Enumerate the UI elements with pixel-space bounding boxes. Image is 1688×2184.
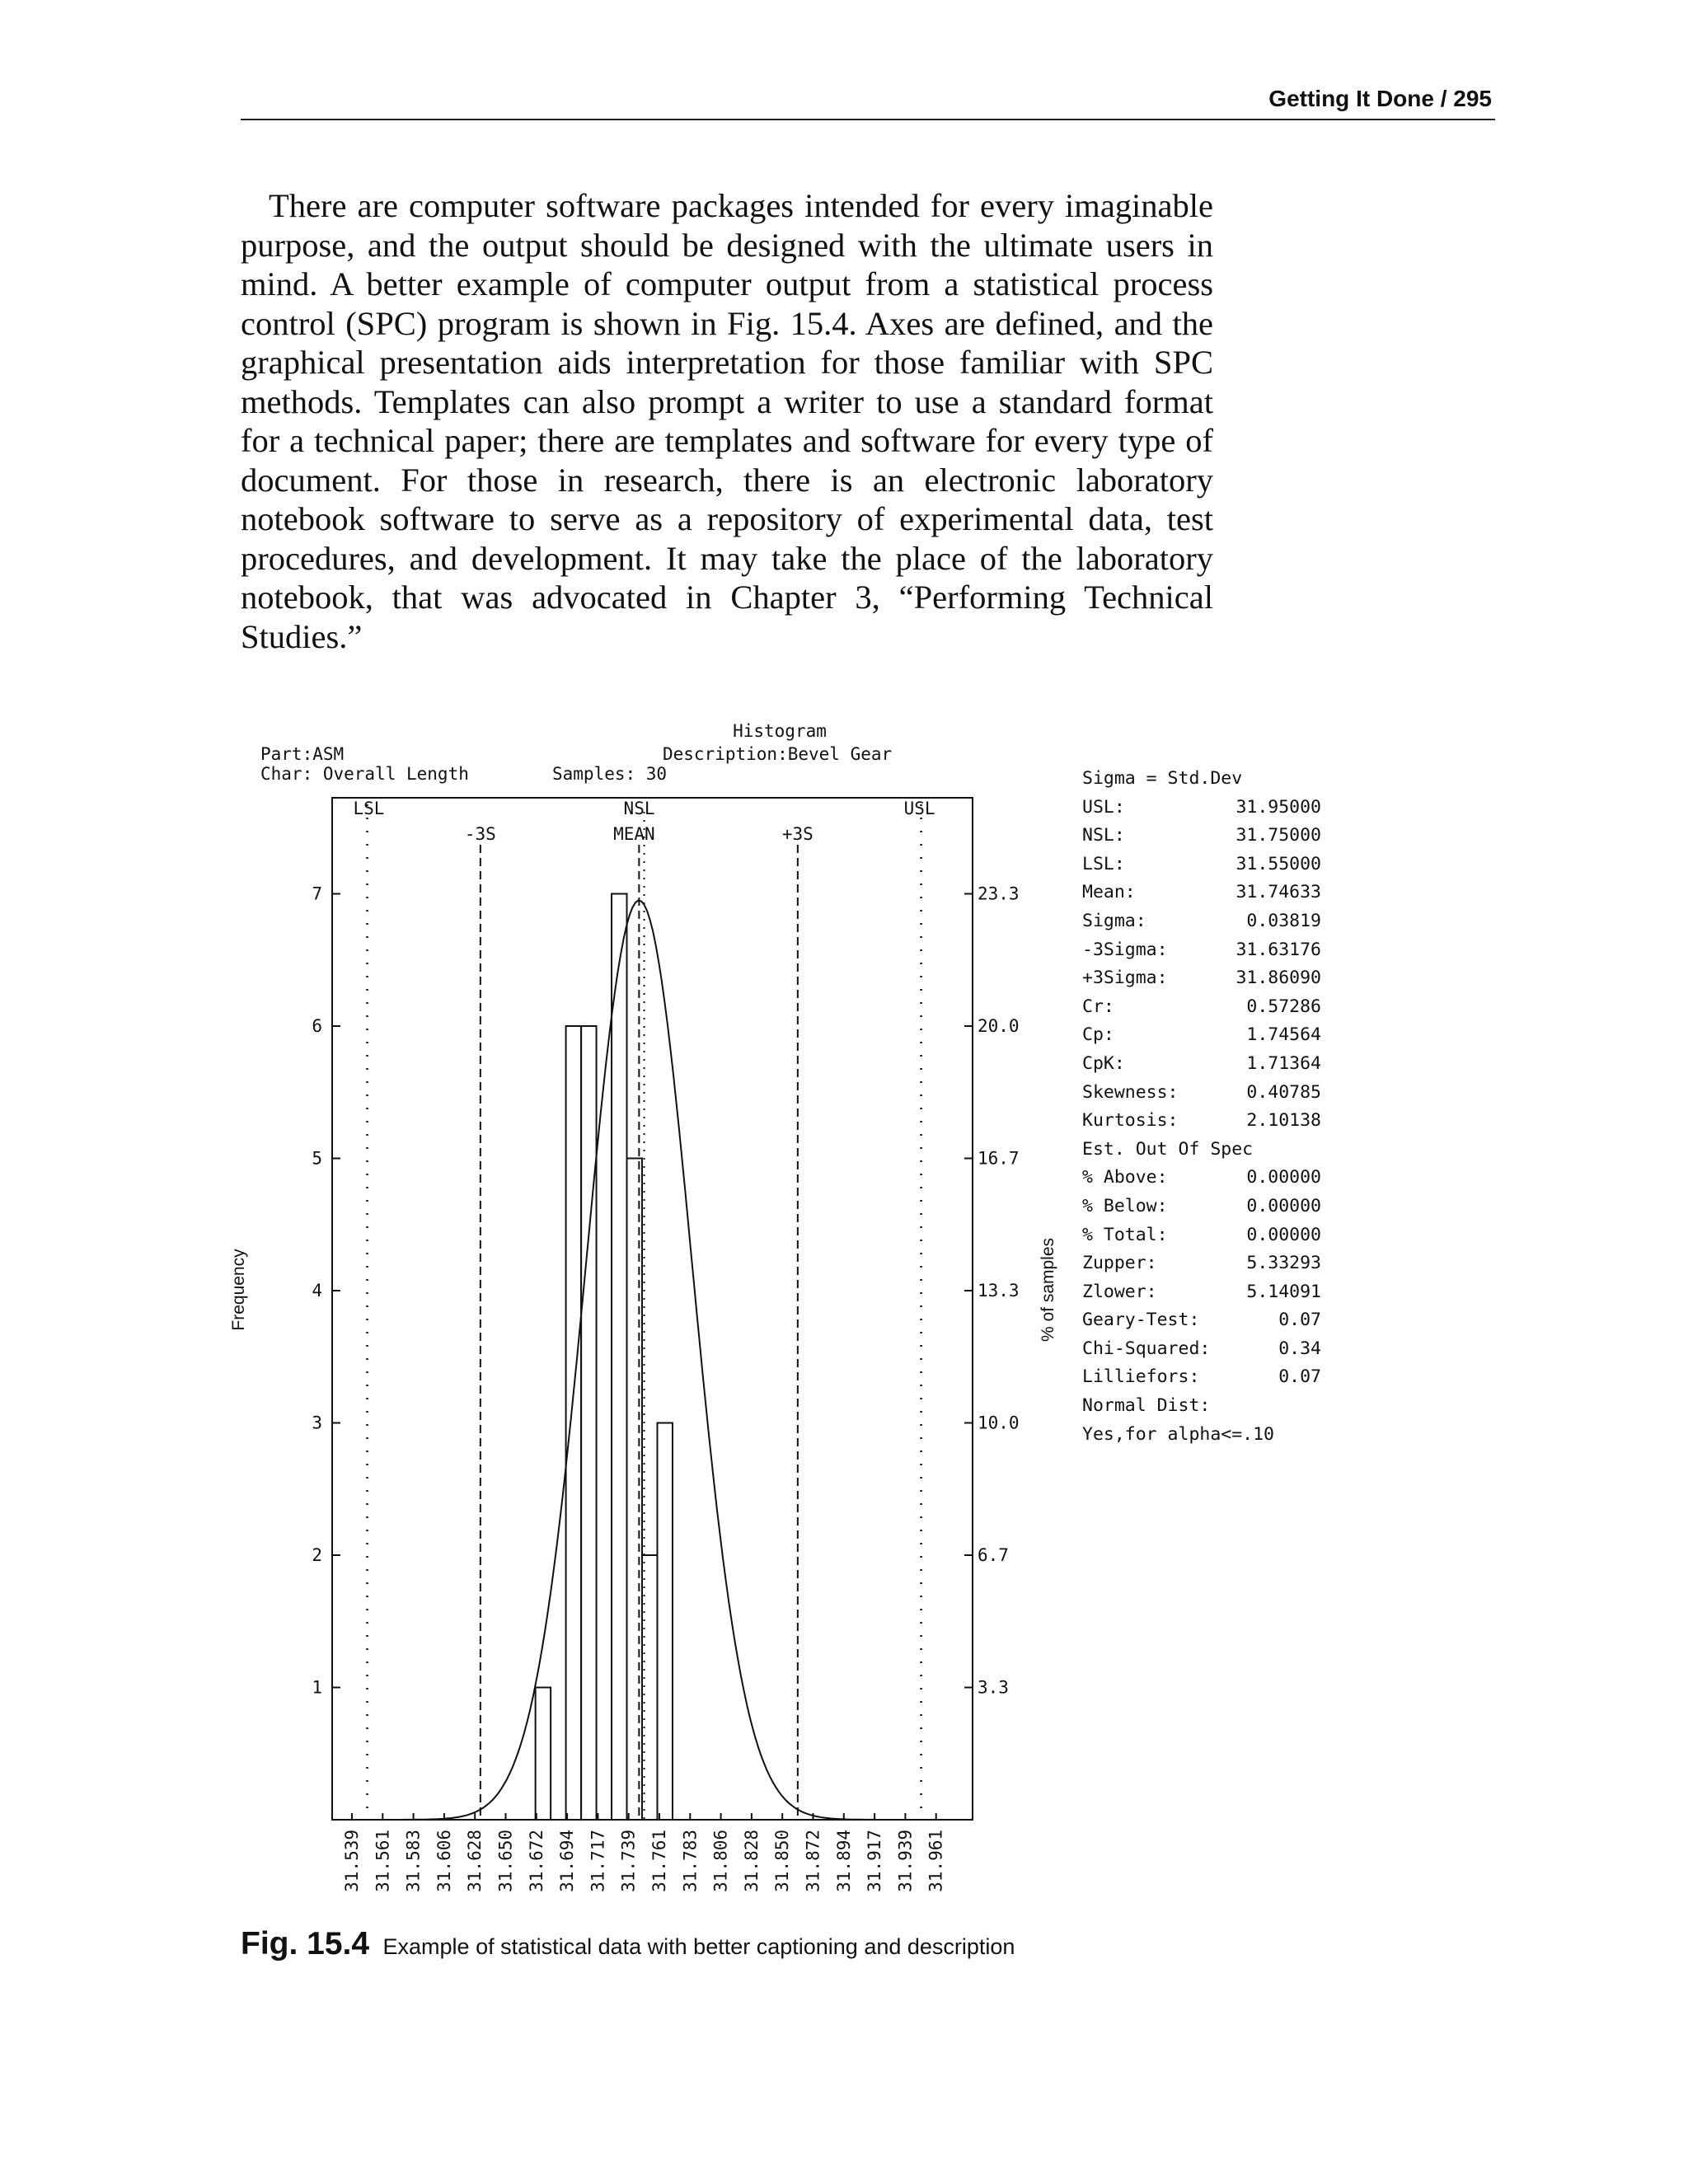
stat-row <box>1082 794 1321 823</box>
x-tick-label: 31.850 <box>772 1830 793 1892</box>
stat-label: Zupper: <box>1082 1253 1157 1274</box>
y2-tick-label: 23.3 <box>978 883 1020 904</box>
stat-value: 0.40785 <box>1246 1081 1321 1103</box>
stat-label: % Below: <box>1082 1195 1168 1216</box>
nsl-label: NSL <box>623 799 655 818</box>
stat-row <box>1082 1249 1321 1278</box>
caption-label: Fig. 15.4 <box>241 1926 370 1961</box>
y-tick-label: 6 <box>312 1016 322 1036</box>
stat-value: 31.74633 <box>1236 882 1321 903</box>
y2-tick-label: 3.3 <box>978 1677 1009 1698</box>
stat-value: 0.00000 <box>1246 1195 1321 1216</box>
stat-label: Lilliefors: <box>1082 1366 1200 1388</box>
x-tick-label: 31.672 <box>526 1830 546 1892</box>
stat-row <box>1082 1306 1321 1335</box>
y-tick-label: 4 <box>312 1281 322 1301</box>
stat-row <box>1082 936 1321 965</box>
y2-tick-label: 20.0 <box>978 1016 1020 1036</box>
stat-row <box>1082 1278 1321 1307</box>
normal-dist-header: Normal Dist: <box>1082 1395 1211 1417</box>
stat-label: CpK: <box>1082 1052 1125 1074</box>
histogram-bar <box>566 1026 581 1820</box>
stat-label: USL: <box>1082 796 1125 818</box>
y-tick-label: 2 <box>312 1545 322 1565</box>
histogram-bar <box>536 1688 551 1821</box>
stat-label: -3Sigma: <box>1082 939 1168 960</box>
lsl-label: LSL <box>353 799 385 818</box>
histogram-bar <box>581 1026 596 1820</box>
x-tick-label: 31.806 <box>710 1830 731 1892</box>
y2-tick-label: 13.3 <box>978 1281 1020 1301</box>
x-tick-label: 31.939 <box>895 1830 916 1892</box>
figure-caption <box>241 1926 1395 1962</box>
normal-curve <box>352 901 936 1820</box>
part-label: Part:ASM <box>260 744 345 764</box>
stat-value: 0.00000 <box>1246 1224 1321 1245</box>
x-tick-label: 31.628 <box>465 1830 485 1892</box>
stat-value: 31.86090 <box>1236 968 1321 989</box>
stat-row <box>1082 993 1321 1022</box>
stat-row <box>1082 1363 1321 1392</box>
stat-label: Sigma: <box>1082 910 1146 931</box>
stat-row <box>1082 1193 1321 1221</box>
x-tick-label: 31.872 <box>803 1830 823 1892</box>
stat-label: % Above: <box>1082 1167 1168 1188</box>
histogram-bar <box>657 1423 672 1821</box>
stat-value: 5.33293 <box>1246 1253 1321 1274</box>
stat-label: Geary-Test: <box>1082 1310 1200 1331</box>
stat-row <box>1082 1050 1321 1079</box>
y-axis-ticks <box>312 884 340 1698</box>
x-tick-label: 31.894 <box>833 1830 854 1892</box>
stat-label: % Total: <box>1082 1224 1168 1245</box>
stat-value: 0.00000 <box>1246 1167 1321 1188</box>
stats-rows <box>1082 794 1321 1136</box>
y-tick-label: 3 <box>312 1413 322 1433</box>
stat-row <box>1082 964 1321 993</box>
x-tick-label: 31.694 <box>557 1830 578 1892</box>
y2-tick-label: 6.7 <box>978 1545 1009 1565</box>
stat-row <box>1082 1107 1321 1136</box>
x-tick-label: 31.783 <box>680 1830 701 1892</box>
stats-panel <box>1082 765 1321 1449</box>
plot-frame <box>332 798 973 1820</box>
x-axis-ticks <box>342 1813 946 1892</box>
page-number-header: Getting It Done / 295 <box>1268 86 1492 111</box>
y-tick-label: 5 <box>312 1148 322 1169</box>
minus-3s-label: -3S <box>464 824 496 844</box>
out-of-spec-rows <box>1082 1164 1321 1392</box>
stat-label: Skewness: <box>1082 1081 1179 1103</box>
stat-label: Chi-Squared: <box>1082 1338 1211 1359</box>
stat-label: Zlower: <box>1082 1281 1157 1302</box>
samples-label: Samples: 30 <box>552 764 668 784</box>
normal-dist-value: Yes,for alpha<=.10 <box>1082 1423 1274 1445</box>
stat-label: LSL: <box>1082 853 1125 874</box>
stat-label: Cp: <box>1082 1024 1114 1046</box>
caption-text: Example of statistical data with better captioning and description <box>382 1934 1015 1959</box>
stat-value: 0.07 <box>1278 1366 1321 1388</box>
mean-label: MEAN <box>613 824 655 844</box>
stat-row <box>1082 1164 1321 1193</box>
y-axis-title: Frequency <box>229 1249 248 1331</box>
stat-label: Cr: <box>1082 996 1114 1017</box>
histogram-bars <box>536 894 673 1821</box>
char-label: Char: Overall Length <box>260 764 469 784</box>
plus-3s-label: +3S <box>781 824 814 844</box>
y2-tick-label: 10.0 <box>978 1413 1020 1433</box>
stat-value: 5.14091 <box>1246 1281 1321 1302</box>
stats-header: Sigma = Std.Dev <box>1082 768 1243 789</box>
stat-row <box>1082 1221 1321 1250</box>
stat-label: Mean: <box>1082 882 1136 903</box>
stat-value: 31.95000 <box>1236 796 1321 818</box>
stat-value: 1.74564 <box>1246 1024 1321 1046</box>
stat-value: 31.55000 <box>1236 853 1321 874</box>
description-label: Description:Bevel Gear <box>663 744 893 764</box>
x-tick-label: 31.961 <box>926 1830 946 1892</box>
stat-value: 1.71364 <box>1246 1052 1321 1074</box>
x-tick-label: 31.561 <box>373 1830 393 1892</box>
x-tick-label: 31.583 <box>403 1830 424 1892</box>
x-tick-label: 31.917 <box>865 1830 885 1892</box>
x-tick-label: 31.650 <box>495 1830 516 1892</box>
stat-row <box>1082 1079 1321 1108</box>
stat-label: NSL: <box>1082 825 1125 846</box>
x-tick-label: 31.761 <box>649 1830 669 1892</box>
y2-axis-title: % of samples <box>1039 1237 1057 1343</box>
x-tick-label: 31.717 <box>588 1830 608 1892</box>
body-paragraph: There are computer software packages intended for every imaginable purpose, and the output should be designed with the ultimate users in mind. A better example of computer output from a statistical process control (SPC) program is shown in Fig. 15.4. Axes are defined, and the graphical presentation aids interpretation for those familiar with SPC methods. Templates can also prompt a writer to use a standard format for a technical paper; there are templates and software for every type of document. For those in research, there is an electronic laboratory notebook software to serve as a repository of experimental data, test procedures, and development. It may take the place of the laboratory notebook, that was advocated in Chapter 3, “Performing Technical Studies.” <box>241 187 1213 655</box>
y2-tick-label: 16.7 <box>978 1148 1020 1169</box>
stat-value: 0.57286 <box>1246 996 1321 1017</box>
y-tick-label: 7 <box>312 883 322 904</box>
histogram-bar <box>612 894 626 1821</box>
stat-value: 0.03819 <box>1246 910 1321 931</box>
stat-value: 31.63176 <box>1236 939 1321 960</box>
x-tick-label: 31.539 <box>342 1830 362 1892</box>
stat-value: 0.34 <box>1278 1338 1321 1359</box>
reference-lines <box>367 804 921 1820</box>
stat-row <box>1082 851 1321 879</box>
stat-row <box>1082 879 1321 907</box>
stat-label: Kurtosis: <box>1082 1110 1179 1132</box>
x-tick-label: 31.739 <box>618 1830 639 1892</box>
x-tick-label: 31.606 <box>434 1830 454 1892</box>
stat-label: +3Sigma: <box>1082 968 1168 989</box>
stat-row <box>1082 907 1321 936</box>
chart-title: Histogram <box>733 721 827 741</box>
stat-row <box>1082 822 1321 851</box>
x-tick-label: 31.828 <box>741 1830 762 1892</box>
stat-value: 31.75000 <box>1236 825 1321 846</box>
y-tick-label: 1 <box>312 1677 322 1698</box>
stat-row <box>1082 1335 1321 1364</box>
out-of-spec-header: Est. Out Of Spec <box>1082 1138 1254 1160</box>
usl-label: USL <box>903 799 935 818</box>
stat-value: 2.10138 <box>1246 1110 1321 1132</box>
stat-row <box>1082 1021 1321 1050</box>
stat-value: 0.07 <box>1278 1310 1321 1331</box>
